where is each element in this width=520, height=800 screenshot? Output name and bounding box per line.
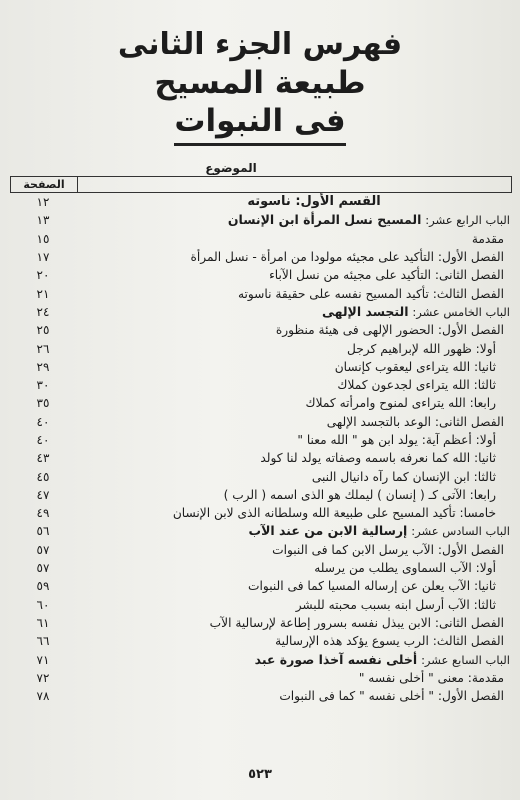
entry-page-number: ٤٠: [36, 433, 50, 447]
chapter-title: أخلى نفسه آخذا صورة عبد: [254, 651, 418, 667]
chapter-label: الباب السابع عشر:: [421, 652, 510, 667]
entry-text: مقدمة: [471, 231, 504, 246]
toc-entry-section: [10, 541, 512, 559]
entry-text: [76, 211, 512, 229]
title-line-1: فهرس الجزء الثانى: [117, 27, 403, 62]
toc-entry-section: [10, 669, 512, 687]
chapter-label: الباب الرابع عشر:: [425, 213, 510, 228]
entry-page-number: ٤٩: [36, 506, 50, 521]
entry-text: ثانيا: الآب يعلن عن إرساله المسيا كما فى النبوات: [248, 579, 496, 594]
entry-page-number: ٦١: [36, 615, 50, 630]
subject-column-header: الموضوع: [205, 161, 257, 175]
chapter-label: الباب الخامس عشر:: [412, 304, 510, 319]
toc-entry-chapter: [10, 303, 512, 321]
table-of-contents: [10, 160, 512, 705]
entry-text: الفصل الثانى: الوعد بالتجسد الإلهى: [326, 414, 504, 429]
entry-page-number: ٢٤: [36, 304, 50, 319]
entry-page-number: ٢٠: [36, 268, 50, 283]
entry-text: ثانيا: الله كما نعرفه باسمه وصفاته يولد لنا كولد: [260, 451, 496, 466]
entry-text: [76, 522, 512, 540]
toc-entry-sub: [10, 486, 512, 504]
entry-page-number: ٥٩: [36, 579, 50, 594]
entry-page-number: ١٥: [36, 231, 50, 246]
entry-text: ثالثا: ابن الإنسان كما رآه دانيال النبى: [311, 469, 496, 484]
entry-text: الفصل الثانى: التأكيد على مجيئه من نسل الآباء: [269, 268, 504, 283]
entry-page-number: ٤٥: [36, 469, 50, 484]
entry-page-number: ٢١: [36, 286, 50, 301]
entry-page-number: ٤٠: [36, 414, 50, 429]
chapter-title: التجسد الإلهى: [321, 303, 409, 319]
entry-text: الفصل الأول: " أخلى نفسه " كما فى النبوات: [279, 689, 504, 704]
entry-text: الفصل الأول: الآب يرسل الابن كما فى النبوات: [272, 542, 504, 557]
entry-page-number: ٦٠: [36, 597, 50, 612]
entry-page-number: ٥٧: [36, 561, 50, 576]
toc-entry-section: [10, 230, 512, 248]
entry-page-number: ٥٧: [36, 542, 50, 557]
toc-entry-section: [10, 266, 512, 284]
chapter-label: الباب السادس عشر:: [411, 524, 510, 539]
entry-text: الفصل الأول: التأكيد على مجيئه مولودا من امرأة - نسل المرأة: [190, 250, 504, 265]
entry-page-number: ٢٦: [36, 341, 50, 356]
toc-entry-sub: [10, 394, 512, 412]
toc-entry-sub: [10, 467, 512, 485]
entry-page-number: ١٢: [36, 195, 50, 210]
entry-page-number: ٥٦: [36, 524, 50, 539]
table-header-row: [10, 176, 512, 193]
entry-text: [76, 303, 512, 321]
entry-page-number: ٧١: [36, 652, 50, 667]
header-spacer: [78, 177, 511, 192]
toc-entry-section: [10, 687, 512, 705]
entry-text: أولا: أعظم آية: يولد ابن هو " الله معنا ": [297, 433, 496, 447]
page-number: ٥٢٣: [248, 767, 272, 782]
toc-rows: [10, 193, 512, 705]
toc-entry-sub: [10, 559, 512, 577]
entry-text: ثانيا: الله يتراءى ليعقوب كإنسان: [334, 359, 496, 374]
entry-text: رابعا: الآتى كـ ( إنسان ) ليملك هو الذى اسمه ( الرب ): [223, 487, 496, 502]
entry-page-number: ٣٠: [36, 378, 50, 393]
title-line-2: طبيعة المسيح: [154, 64, 366, 101]
chapter-title: المسيح نسل المرأة ابن الإنسان: [227, 212, 422, 228]
entry-text: مقدمة: معنى " أخلى نفسه ": [358, 670, 504, 685]
entry-page-number: ٢٩: [36, 359, 50, 374]
toc-entry-sub: [10, 431, 512, 449]
entry-text: أولا: الآب السماوى يطلب من يرسله: [314, 561, 496, 576]
entry-text: ثالثا: الآب أرسل ابنه بسبب محبته للبشر: [295, 597, 496, 612]
toc-entry-part: [10, 193, 512, 211]
entry-text: رابعا: الله يتراءى لمنوح وامرأته كملاك: [305, 396, 496, 411]
toc-entry-sub: [10, 504, 512, 522]
toc-entry-section: [10, 614, 512, 632]
toc-entry-chapter: [10, 522, 512, 540]
toc-entry-chapter: [10, 211, 512, 229]
entry-page-number: ٧٨: [36, 689, 50, 704]
entry-page-number: ٤٣: [36, 451, 50, 466]
toc-entry-section: [10, 284, 512, 302]
toc-entry-section: [10, 632, 512, 650]
entry-page-number: ٦٦: [36, 634, 50, 649]
entry-page-number: ٣٥: [36, 396, 50, 411]
entry-text: أولا: ظهور الله لإبراهيم كرجل: [347, 341, 496, 356]
toc-entry-section: [10, 413, 512, 431]
title-block: [0, 26, 520, 146]
entry-text: [76, 651, 512, 669]
toc-entry-sub: [10, 358, 512, 376]
entry-text: الفصل الثانى: الابن يبذل نفسه بسرور إطاعة لإرسالية الآب: [209, 615, 504, 630]
toc-entry-sub: [10, 376, 512, 394]
entry-text: القسم الأول: ناسوته: [247, 194, 381, 210]
toc-entry-section: [10, 248, 512, 266]
toc-entry-chapter: [10, 650, 512, 668]
entry-text: الفصل الثالث: الرب يسوع يؤكد هذه الإرسالية: [275, 634, 504, 649]
entry-page-number: ١٣: [36, 213, 50, 228]
entry-text: الفصل الأول: الحضور الإلهى فى هيئة منظورة: [275, 323, 504, 338]
entry-page-number: ٢٥: [36, 323, 50, 338]
entry-page-number: ١٧: [36, 250, 50, 265]
toc-entry-sub: [10, 596, 512, 614]
chapter-title: إرسالية الابن من عند الآب: [248, 523, 408, 539]
page-column-header: الصفحة: [11, 177, 78, 192]
toc-entry-sub: [10, 577, 512, 595]
entry-text: خامسا: تأكيد المسيح على طبيعة الله وسلطانه الذى لابن الإنسان: [172, 506, 496, 521]
title-line-3: فى النبوات: [174, 102, 345, 146]
entry-text: الفصل الثالث: تأكيد المسيح نفسه على حقيقة ناسوته: [237, 286, 504, 301]
entry-page-number: ٧٢: [36, 670, 50, 685]
entry-text: ثالثا: الله يتراءى لجدعون كملاك: [337, 378, 496, 393]
toc-entry-sub: [10, 339, 512, 357]
toc-entry-section: [10, 321, 512, 339]
entry-page-number: ٤٧: [36, 487, 50, 502]
toc-entry-sub: [10, 449, 512, 467]
